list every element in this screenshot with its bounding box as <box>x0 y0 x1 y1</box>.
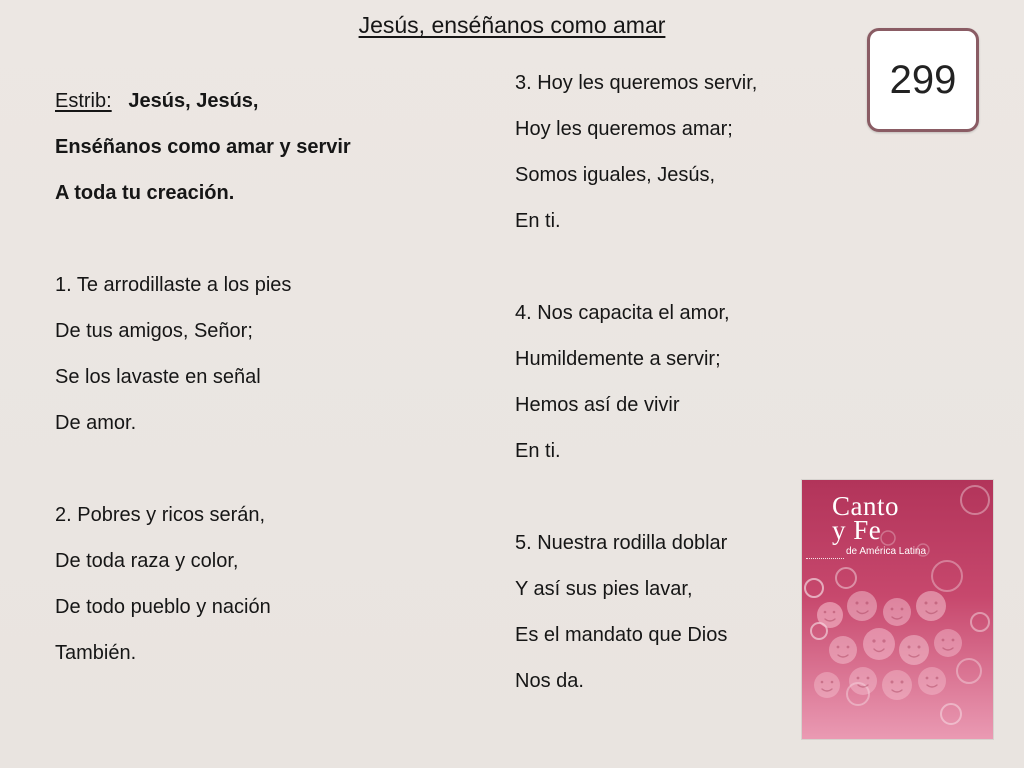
verse-2-line-1: 2. Pobres y ricos serán, <box>55 504 266 526</box>
refrain-label-space <box>117 90 123 112</box>
refrain-line-3: A toda tu creación. <box>55 182 235 204</box>
verse-1-line-1: 1. Te arrodillaste a los pies <box>55 274 292 296</box>
spacer <box>55 446 351 492</box>
verse-4-line-4: En ti. <box>515 440 561 462</box>
verse-5-line-1: 5. Nuestra rodilla doblar <box>515 532 728 554</box>
spacer <box>515 244 757 290</box>
verse-4-line-3: Hemos así de vivir <box>515 394 680 416</box>
cover-title-line-2: y Fe <box>832 515 882 545</box>
verse-5-line-4: Nos da. <box>515 670 584 692</box>
verse-3-line-2: Hoy les queremos amar; <box>515 118 733 140</box>
verse-2-line-2: De toda raza y color, <box>55 550 239 572</box>
spacer <box>515 474 757 520</box>
verse-1-line-4: De amor. <box>55 412 137 434</box>
page-title: Jesús, enséñanos como amar <box>358 12 666 38</box>
cover-subtitle: de América Latina <box>846 546 927 557</box>
refrain-line <box>55 78 351 124</box>
verse-3-line-4: En ti. <box>515 210 561 232</box>
verse-2-line-4: También. <box>55 642 137 664</box>
verse-5-line-2: Y así sus pies lavar, <box>515 578 693 600</box>
verse-2-line-3: De todo pueblo y nación <box>55 596 271 618</box>
verse-3-line-3: Somos iguales, Jesús, <box>515 164 716 186</box>
right-lyrics-column <box>515 60 757 704</box>
hymn-number: 299 <box>889 57 957 102</box>
refrain-line-1: Jesús, Jesús, <box>128 90 259 112</box>
refrain-line-2: Enséñanos como amar y servir <box>55 136 351 158</box>
spacer <box>55 216 351 262</box>
cover-title <box>832 491 899 545</box>
verse-4-line-2: Humildemente a servir; <box>515 348 721 370</box>
verse-5-line-3: Es el mandato que Dios <box>515 624 728 646</box>
verse-4-line-1: 4. Nos capacita el amor, <box>515 302 730 324</box>
left-lyrics-column <box>55 78 351 676</box>
verse-1-line-2: De tus amigos, Señor; <box>55 320 253 342</box>
cover-title-line-1: Canto <box>832 491 899 521</box>
verse-3-line-1: 3. Hoy les queremos servir, <box>515 72 758 94</box>
hymn-number-box <box>867 28 979 132</box>
verse-1-line-3: Se los lavaste en señal <box>55 366 261 388</box>
book-cover-image <box>802 480 993 739</box>
refrain-label: Estrib: <box>55 90 112 112</box>
cover-dotted-rule <box>806 558 844 559</box>
